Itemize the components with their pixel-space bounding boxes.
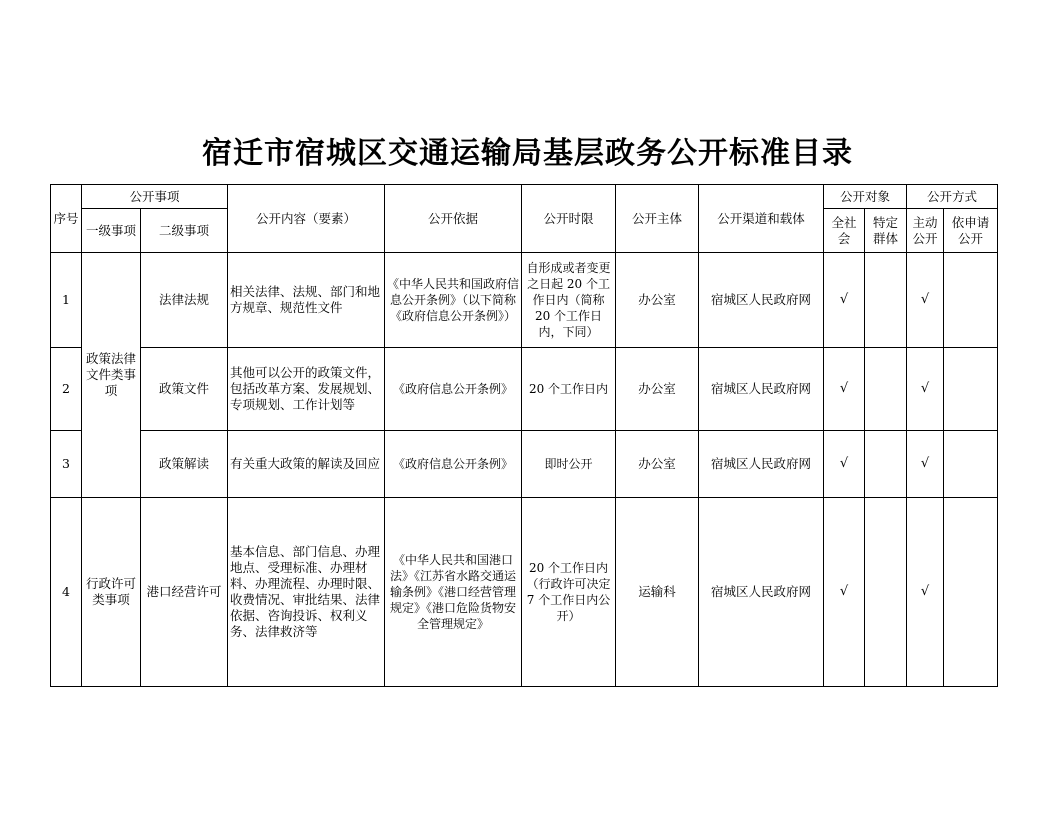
header-subject: 公开主体 xyxy=(616,185,699,253)
level2-cell: 法律法规 xyxy=(141,253,228,348)
time-limit-cell: 自形成或者变更之日起 20 个工作日内（简称 20 个工作日内，下同） xyxy=(522,253,616,348)
header-channel: 公开渠道和载体 xyxy=(699,185,824,253)
channel-cell: 宿城区人民政府网 xyxy=(699,431,824,498)
time-limit-cell: 20 个工作日内（行政许可决定 7 个工作日内公开） xyxy=(522,498,616,687)
table-row xyxy=(51,348,998,431)
level2-cell: 政策解读 xyxy=(141,431,228,498)
subject-cell: 办公室 xyxy=(616,431,699,498)
subject-cell: 运输科 xyxy=(616,498,699,687)
check-specific-cell xyxy=(865,348,907,431)
header-level1: 一级事项 xyxy=(82,209,141,253)
check-request-cell xyxy=(944,253,998,348)
check-active-cell: √ xyxy=(907,253,944,348)
check-specific-cell xyxy=(865,498,907,687)
check-request-cell xyxy=(944,431,998,498)
row-seq: 3 xyxy=(51,431,82,498)
content-cell: 其他可以公开的政策文件，包括改革方案、发展规划、专项规划、工作计划等 xyxy=(228,348,385,431)
level1-cell: 行政许可类事项 xyxy=(82,498,141,687)
check-all-cell: √ xyxy=(824,253,865,348)
header-seq: 序号 xyxy=(51,185,82,253)
catalog-table xyxy=(50,184,998,687)
header-row xyxy=(51,185,998,209)
check-specific-cell xyxy=(865,431,907,498)
basis-cell: 《中华人民共和国港口法》《江苏省水路交通运输条例》《港口经营管理规定》《港口危险货物安全管理规定》 xyxy=(385,498,522,687)
basis-cell: 《政府信息公开条例》 xyxy=(385,348,522,431)
header-target: 公开对象 xyxy=(824,185,907,209)
channel-cell: 宿城区人民政府网 xyxy=(699,348,824,431)
row-seq: 2 xyxy=(51,348,82,431)
subject-cell: 办公室 xyxy=(616,348,699,431)
level2-cell: 港口经营许可 xyxy=(141,498,228,687)
header-matter: 公开事项 xyxy=(82,185,228,209)
check-all-cell: √ xyxy=(824,431,865,498)
table-row xyxy=(51,253,998,348)
header-basis: 公开依据 xyxy=(385,185,522,253)
header-mode-active: 主动公开 xyxy=(907,209,944,253)
check-active-cell: √ xyxy=(907,348,944,431)
check-specific-cell xyxy=(865,253,907,348)
time-limit-cell: 20 个工作日内 xyxy=(522,348,616,431)
level2-cell: 政策文件 xyxy=(141,348,228,431)
subject-cell: 办公室 xyxy=(616,253,699,348)
basis-cell: 《中华人民共和国政府信息公开条例》（以下简称《政府信息公开条例》） xyxy=(385,253,522,348)
table-row xyxy=(51,498,998,687)
header-content: 公开内容（要素） xyxy=(228,185,385,253)
header-level2: 二级事项 xyxy=(141,209,228,253)
check-all-cell: √ xyxy=(824,348,865,431)
check-active-cell: √ xyxy=(907,498,944,687)
header-mode-request: 依申请公开 xyxy=(944,209,998,253)
page-title: 宿迁市宿城区交通运输局基层政务公开标准目录 xyxy=(202,136,853,171)
content-cell: 相关法律、法规、部门和地方规章、规范性文件 xyxy=(228,253,385,348)
row-seq: 4 xyxy=(51,498,82,687)
check-active-cell: √ xyxy=(907,431,944,498)
header-mode: 公开方式 xyxy=(907,185,998,209)
row-seq: 1 xyxy=(51,253,82,348)
channel-cell: 宿城区人民政府网 xyxy=(699,498,824,687)
content-cell: 有关重大政策的解读及回应 xyxy=(228,431,385,498)
content-cell: 基本信息、部门信息、办理地点、受理标准、办理材料、办理流程、办理时限、收费情况、审批结果、法律依据、咨询投诉、权利义务、法律救济等 xyxy=(228,498,385,687)
basis-cell: 《政府信息公开条例》 xyxy=(385,431,522,498)
level1-cell: 政策法律文件类事项 xyxy=(82,253,141,498)
time-limit-cell: 即时公开 xyxy=(522,431,616,498)
header-target-specific: 特定群体 xyxy=(865,209,907,253)
channel-cell: 宿城区人民政府网 xyxy=(699,253,824,348)
header-target-all: 全社会 xyxy=(824,209,865,253)
check-request-cell xyxy=(944,348,998,431)
check-all-cell: √ xyxy=(824,498,865,687)
table-row xyxy=(51,431,998,498)
check-request-cell xyxy=(944,498,998,687)
header-time-limit: 公开时限 xyxy=(522,185,616,253)
